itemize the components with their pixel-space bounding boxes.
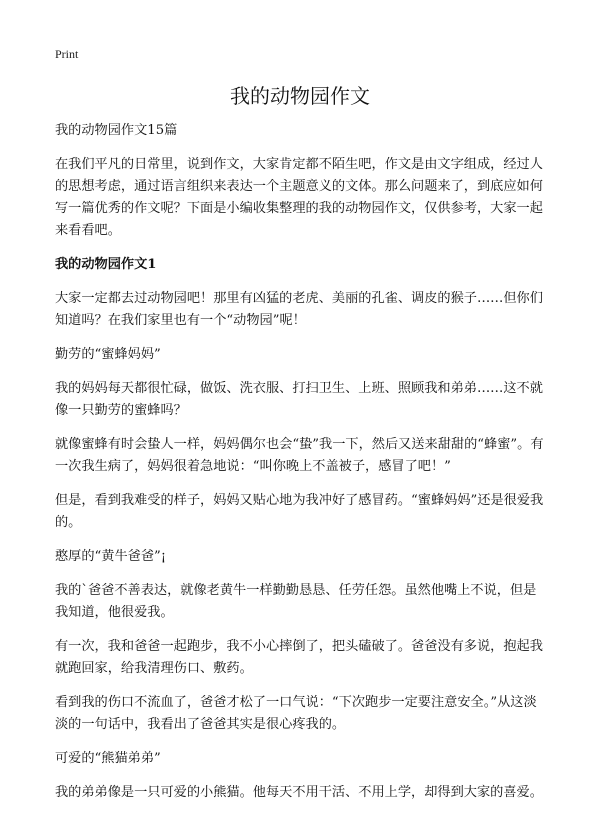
body-paragraph: 看到我的伤口不流血了，爸爸才松了一口气说：“下次跑步一定要注意安全。”从这淡淡的一句话中，我看出了爸爸其实是很心疼我的。 [55, 695, 537, 732]
subheading-bee-mom: 勤劳的“蜜蜂妈妈” [55, 347, 161, 362]
body-paragraph: 我的`爸爸不善表达，就像老黄牛一样勤勤恳恳、任劳任怨。虽然他嘴上不说，但是我知道，他很爱我。 [55, 583, 537, 620]
section-heading: 我的动物园作文1 [55, 257, 157, 272]
document-title: 我的动物园作文 [230, 84, 370, 108]
body-paragraph: 但是，看到我难受的样子，妈妈又贴心地为我冲好了感冒药。“蜜蜂妈妈”还是很爱我的。 [55, 493, 544, 530]
subheading-ox-dad: 憨厚的“黄牛爸爸”¡ [55, 549, 167, 564]
document-subtitle: 我的动物园作文15篇 [55, 123, 178, 138]
subheading-panda-brother: 可爱的“熊猫弟弟” [55, 751, 161, 766]
body-paragraph: 就像蜜蜂有时会蛰人一样，妈妈偶尔也会“蛰”我一下，然后又送来甜甜的“蜂蜜”。有一次我生病了，妈妈很着急地说：“叫你晚上不盖被子，感冒了吧！” [55, 437, 544, 474]
print-label: Print [55, 47, 79, 61]
body-paragraph: 有一次，我和爸爸一起跑步，我不小心摔倒了，把头磕破了。爸爸没有多说，抱起我就跑回家，给我清理伤口、敷药。 [55, 639, 543, 676]
intro-paragraph: 在我们平凡的日常里，说到作文，大家肯定都不陌生吧，作文是由文字组成，经过人的思想考虑，通过语言组织来表达一个主题意义的文体。那么问题来了，到底应如何写一篇优秀的作文呢？下面是小编收集整理的我的动物园作文，仅供参考，大家一起来看看吧。 [55, 157, 543, 238]
body-paragraph: 我的弟弟像是一只可爱的小熊猫。他每天不用干活、不用上学，却得到大家的喜爱。 [55, 785, 543, 800]
body-paragraph: 大家一定都去过动物园吧！那里有凶猛的老虎、美丽的孔雀、调皮的猴子……但你们知道吗？在我们家里也有一个“动物园”呢！ [55, 291, 543, 328]
body-paragraph: 我的妈妈每天都很忙碌，做饭、洗衣服、打扫卫生、上班、照顾我和弟弟……这不就像一只勤劳的蜜蜂吗？ [55, 381, 543, 418]
document-body [55, 120, 547, 816]
